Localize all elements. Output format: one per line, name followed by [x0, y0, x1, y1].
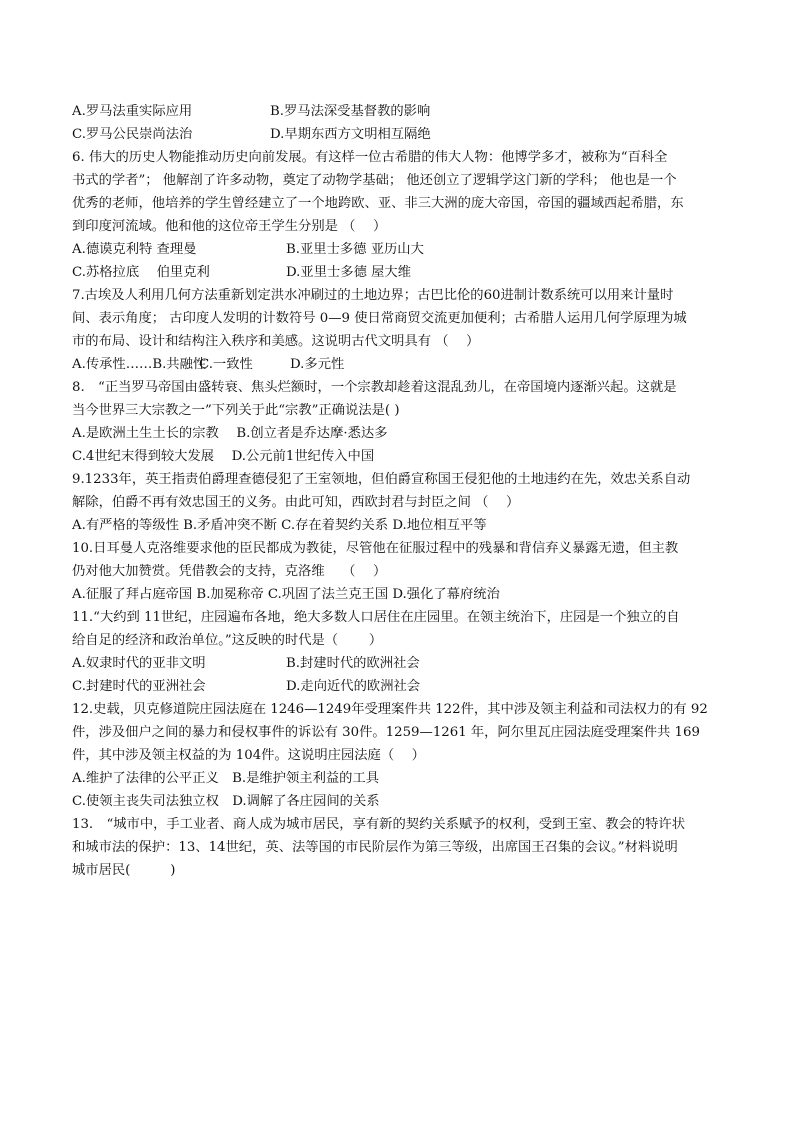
q11-options-row-1	[72, 652, 722, 675]
q5-options-row-1	[72, 100, 722, 123]
q8-stem-line-2: 当今世界三大宗教之一”下列关于此“宗教”正确说法是( )	[72, 403, 400, 418]
q12-options-row-2: C.使领主丧失司法独立权 D.调解了各庄园间的关系	[72, 794, 380, 809]
q6-options-row-2	[72, 261, 722, 284]
q13-stem-line-1: 13. “城市中，手工业者、商人成为城市居民，享有新的契约关系赋予的权利，受到王室、教会的特许状	[72, 817, 686, 832]
q7-options-row	[72, 353, 722, 376]
q5-option-d: D.早期东西方文明相互隔绝	[270, 127, 431, 142]
q9-stem-line-2: 解除，伯爵不再有效忠国王的义务。由此可知，西欧封君与封臣之间 （ ）	[72, 495, 520, 510]
q6-stem-line-2: 书式的学者”； 他解剖了许多动物，奠定了动物学基础； 他还创立了逻辑学这门新的学科； 他也是一个	[72, 173, 677, 188]
q8-stem-line-1: 8. “正当罗马帝国由盛转衰、焦头烂额时，一个宗教却趁着这混乱劲儿，在帝国境内逐渐兴起。这就是	[72, 380, 677, 395]
q5-options-row-2	[72, 123, 722, 146]
q11-options-row-2	[72, 675, 722, 698]
q6-option-a: A.德谟克利特 查理曼	[72, 242, 197, 257]
q5-option-a: A.罗马法重实际应用	[72, 104, 193, 119]
exam-page	[72, 100, 722, 882]
q6-option-c: C.苏格拉底 伯里克利	[72, 265, 210, 280]
q11-stem-line-2: 给自足的经济和政治单位。”这反映的时代是（ ）	[72, 633, 383, 648]
q6-stem-line-1: 6. 伟大的历史人物能推动历史向前发展。有这样一位古希腊的伟大人物：他博学多才，被称为“百科全	[72, 150, 668, 165]
q8-options-row-2: C.4世纪末得到较大发展 D.公元前1世纪传入中国	[72, 449, 375, 464]
q7-option-c: C.一致性	[199, 357, 253, 372]
q11-option-c: C.封建时代的亚洲社会	[72, 679, 206, 694]
q6-option-d: D.亚里士多德 屋大维	[286, 265, 412, 280]
q10-options-row: A.征服了拜占庭帝国 B.加冕称帝 C.巩固了法兰克王国 D.强化了幕府统治	[72, 587, 500, 602]
q5-option-b: B.罗马法深受基督教的影响	[270, 104, 431, 119]
q5-option-c: C.罗马公民崇尚法治	[72, 127, 193, 142]
q7-option-ab: A.传承性……B.共融性	[72, 357, 207, 372]
q8-options-row-1: A.是欧洲土生土长的宗教 B.创立者是乔达摩·悉达多	[72, 426, 388, 441]
q9-stem-line-1: 9.1233年，英王指责伯爵理查德侵犯了王室领地，但伯爵宣称国王侵犯他的土地违约在先，效忠关系自动	[72, 472, 691, 487]
q13-stem-line-2: 和城市法的保护：13、14世纪，英、法等国的市民阶层作为第三等级，出席国王召集的会议。”材料说明	[72, 840, 678, 855]
q7-stem-line-2: 间、表示角度； 古印度人发明的计数符号 0—9 使日常商贸交流更加便利；古希腊人运用几何学原理为城	[72, 311, 687, 326]
q12-stem-line-2: 件，涉及佃户之间的暴力和侵权事件的诉讼有 30件。1259—1261 年，阿尔里瓦庄园法庭受理案件共 169	[72, 725, 700, 740]
q12-stem-line-3: 件，其中涉及领主权益的为 104件。这说明庄园法庭（ ）	[72, 748, 425, 763]
q7-stem-line-3: 市的布局、设计和结构注入秩序和美感。这说明古代文明具有 （ ）	[72, 334, 480, 349]
q7-stem-line-1: 7.古埃及人利用几何方法重新划定洪水冲刷过的土地边界；古巴比伦的60进制计数系统可以用来计量时	[72, 288, 674, 303]
q6-stem-line-4: 到印度河流域。他和他的这位帝王学生分别是 （ ）	[72, 219, 387, 234]
q9-options-row: A.有严格的等级性 B.矛盾冲突不断 C.存在着契约关系 D.地位相互平等	[72, 518, 487, 533]
q7-option-d: D.多元性	[290, 357, 345, 372]
q12-stem-line-1: 12.史载，贝克修道院庄园法庭在 1246—1249年受理案件共 122件，其中涉及领主利益和司法权力的有 92	[72, 702, 708, 717]
q12-options-row-1: A.维护了法律的公平正义 B.是维护领主利益的工具	[72, 771, 380, 786]
q6-stem-line-3: 优秀的老师，他培养的学生曾经建立了一个地跨欧、亚、非三大洲的庞大帝国，帝国的疆域西起希腊，东	[72, 196, 684, 211]
q6-option-b: B.亚里士多德 亚历山大	[286, 242, 424, 257]
q11-option-d: D.走向近代的欧洲社会	[286, 679, 421, 694]
q11-option-a: A.奴隶时代的亚非文明	[72, 656, 206, 671]
q11-option-b: B.封建时代的欧洲社会	[286, 656, 420, 671]
q10-stem-line-2: 仍对他大加赞赏。凭借教会的支持，克洛维 （ ）	[72, 564, 387, 579]
q13-stem-line-3: 城市居民( )	[72, 863, 176, 878]
q10-stem-line-1: 10.日耳曼人克洛维要求他的臣民都成为教徒，尽管他在征服过程中的残暴和背信弃义暴露无遗，但主教	[72, 541, 679, 556]
q6-options-row-1	[72, 238, 722, 261]
q11-stem-line-1: 11.“大约到 11世纪，庄园遍布各地，绝大多数人口居住在庄园里。在领主统治下，庄园是一个独立的自	[72, 610, 680, 625]
